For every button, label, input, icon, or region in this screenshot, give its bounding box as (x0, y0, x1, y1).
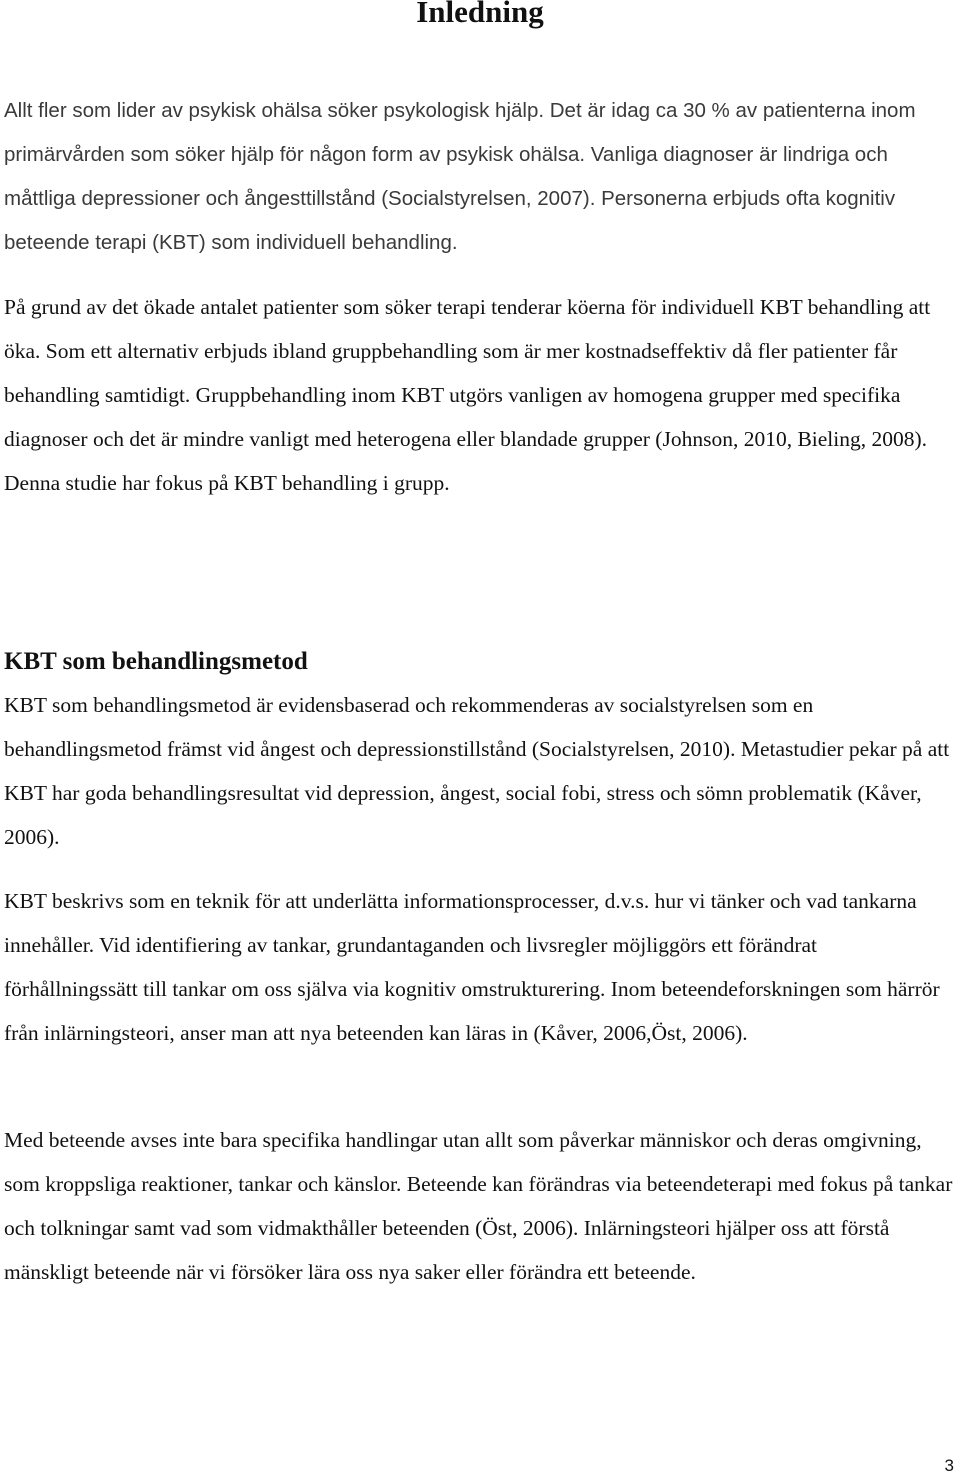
page-title: Inledning (416, 0, 544, 29)
intro-paragraph: Allt fler som lider av psykisk ohälsa söker psykologisk hjälp. Det är idag ca 30 % av patienterna inom primärvården som söker hjälp för någon form av psykisk ohälsa. Vanliga diagnoser är lindriga och måttliga depressioner och ångesttillstånd (Socialstyrelsen, 2007). Personerna erbjuds ofta kognitiv beteende terapi (KBT) som individuell behandling. (4, 99, 916, 254)
group-therapy-paragraph: På grund av det ökade antalet patienter som söker terapi tenderar köerna för individuell KBT behandling att öka. Som ett alternativ erbjuds ibland gruppbehandling som är mer kostnadseffektiv då fler patienter får behandling samtidigt. Gruppbehandling inom KBT utgörs vanligen av homogena grupper med specifika diagnoser och det är mindre vanligt med heterogena eller blandade grupper (Johnson, 2010, Bieling, 2008). Denna studie har fokus på KBT behandling i grupp. (4, 295, 931, 495)
section-heading: KBT som behandlingsmetod (4, 648, 308, 675)
behavior-paragraph: Med beteende avses inte bara specifika handlingar utan allt som påverkar människor och deras omgivning, som kroppsliga reaktioner, tankar och känslor. Beteende kan förändras via beteendeterapi med fokus på tankar och tolkningar samt vad som vidmakthåller beteenden (Öst, 2006). Inlärningsteori hjälper oss att förstå mänskligt beteende när vi försöker lära oss nya saker eller förändra ett beteende. (4, 1128, 953, 1284)
cognitive-paragraph: KBT beskrivs som en teknik för att underlätta informationsprocesser, d.v.s. hur vi tänker och vad tankarna innehåller. Vid identifiering av tankar, grundantaganden och livsregler möjliggörs ett förändrat förhållningssätt till tankar om oss själva via kognitiv omstrukturering. Inom beteendeforskningen som härrör från inlärningsteori, anser man att nya beteenden kan läras in (Kåver, 2006,Öst, 2006). (4, 889, 940, 1045)
page-number: 3 (944, 1456, 954, 1475)
method-paragraph: KBT som behandlingsmetod är evidensbaserad och rekommenderas av socialstyrelsen som en behandlingsmetod främst vid ångest och depressionstillstånd (Socialstyrelsen, 2010). Metastudier pekar på att KBT har goda behandlingsresultat vid depression, ångest, social fobi, stress och sömn problematik (Kåver, 2006). (4, 693, 950, 849)
